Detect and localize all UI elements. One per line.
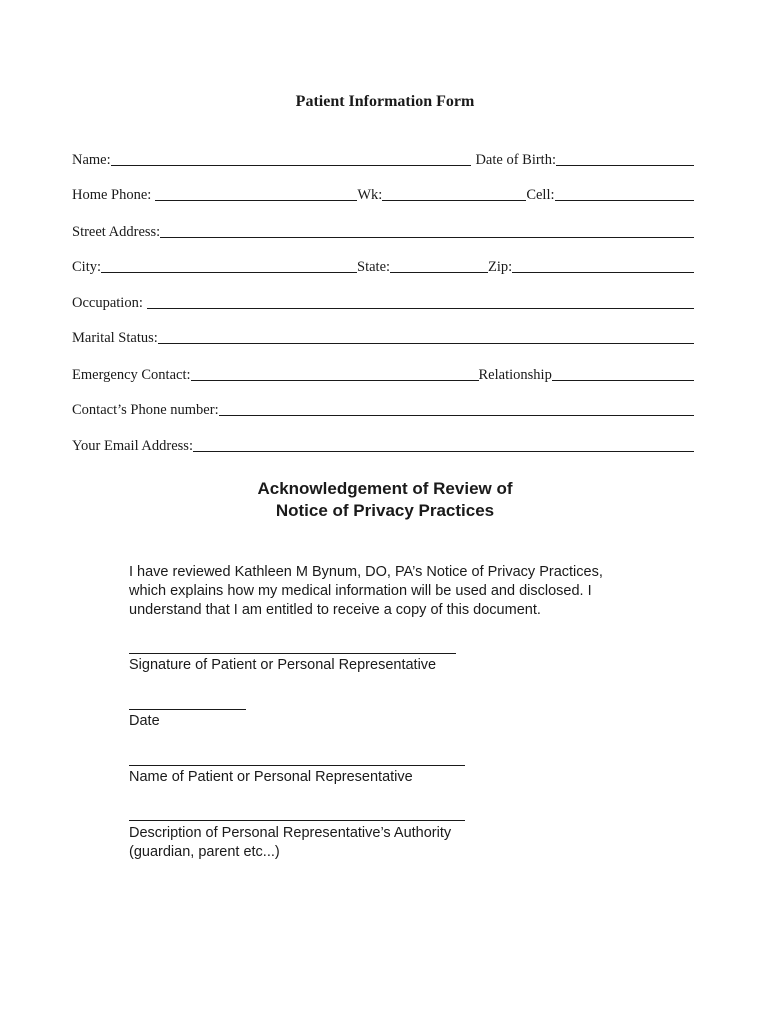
acknowledgement-body — [129, 563, 649, 620]
date-label: Date — [129, 713, 160, 729]
state-label: State: — [357, 259, 391, 275]
home-phone-label: Home Phone: — [72, 187, 152, 203]
authority-label-line2: (guardian, parent etc...) — [129, 844, 280, 860]
dob-label: Date of Birth: — [475, 152, 556, 168]
occupation-field[interactable] — [147, 293, 694, 309]
row-contact-phone — [72, 397, 694, 419]
name-label: Name: — [72, 152, 111, 168]
row-email — [72, 433, 694, 455]
city-field[interactable] — [101, 257, 357, 273]
row-emergency-contact — [72, 362, 694, 384]
authority-field[interactable] — [129, 820, 465, 821]
row-street-address — [72, 219, 694, 241]
row-phones — [72, 182, 694, 204]
work-phone-label: Wk: — [357, 187, 383, 203]
emergency-contact-label: Emergency Contact: — [72, 367, 191, 383]
work-phone-field[interactable] — [382, 185, 526, 201]
zip-label: Zip: — [488, 259, 513, 275]
dob-field[interactable] — [556, 150, 694, 166]
patient-name-label: Name of Patient or Personal Representative — [129, 769, 413, 785]
name-field[interactable] — [111, 150, 472, 166]
authority-label-line1: Description of Personal Representative’s Authority — [129, 825, 452, 841]
contact-phone-label: Contact’s Phone number: — [72, 402, 219, 418]
city-label: City: — [72, 259, 102, 275]
marital-status-label: Marital Status: — [72, 330, 158, 346]
marital-status-field[interactable] — [158, 328, 694, 344]
relationship-label: Relationship — [478, 367, 552, 383]
authority-label — [129, 824, 451, 862]
acknowledgement-title-line2: Notice of Privacy Practices — [275, 501, 495, 520]
relationship-field[interactable] — [552, 365, 694, 381]
email-field[interactable] — [193, 436, 694, 452]
acknowledgement-body-line1: I have reviewed Kathleen M Bynum, DO, PA’s Notice of Privacy Practices, — [129, 564, 603, 580]
acknowledgement-body-line3: understand that I am entitled to receive a copy of this document. — [129, 602, 541, 618]
acknowledgement-title — [0, 478, 770, 522]
email-label: Your Email Address: — [72, 438, 193, 454]
cell-phone-label: Cell: — [526, 187, 555, 203]
home-phone-field[interactable] — [155, 185, 357, 201]
acknowledgement-title-line1: Acknowledgement of Review of — [257, 479, 513, 498]
patient-name-field[interactable] — [129, 765, 465, 766]
signature-label: Signature of Patient or Personal Representative — [129, 657, 437, 673]
form-title: Patient Information Form — [295, 93, 475, 110]
cell-phone-field[interactable] — [555, 185, 694, 201]
street-address-label: Street Address: — [72, 224, 161, 240]
signature-field[interactable] — [129, 653, 456, 654]
row-occupation — [72, 290, 694, 312]
row-city-state-zip — [72, 254, 694, 276]
contact-phone-field[interactable] — [219, 400, 694, 416]
row-name-dob — [72, 147, 694, 169]
state-field[interactable] — [390, 257, 488, 273]
zip-field[interactable] — [512, 257, 694, 273]
occupation-label: Occupation: — [72, 295, 143, 311]
row-marital-status — [72, 325, 694, 347]
emergency-contact-field[interactable] — [191, 365, 479, 381]
date-field[interactable] — [129, 709, 246, 710]
street-address-field[interactable] — [160, 222, 694, 238]
acknowledgement-body-line2: which explains how my medical information will be used and disclosed. I — [129, 583, 592, 599]
